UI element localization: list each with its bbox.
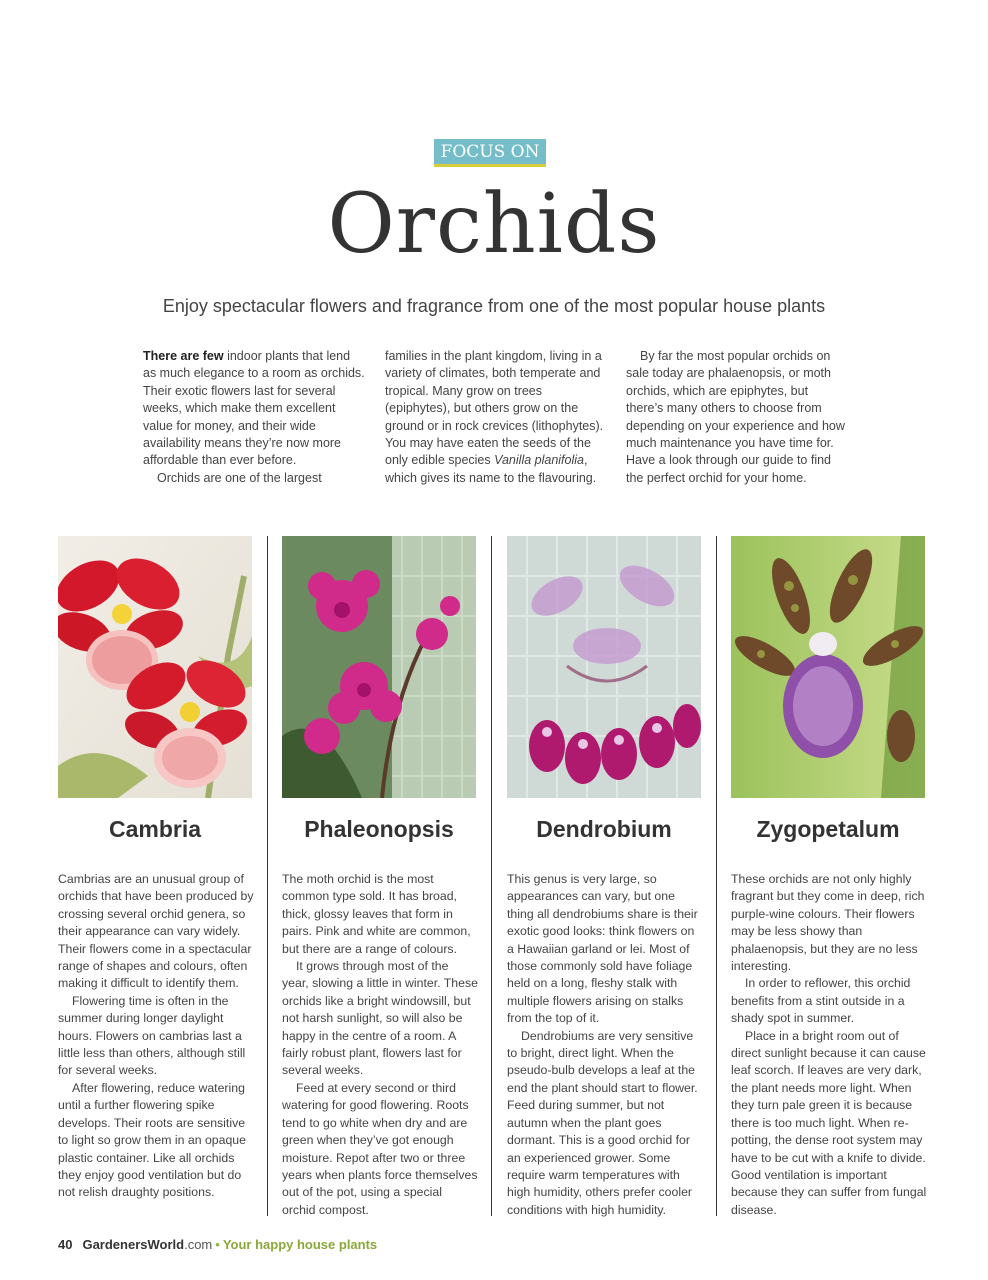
intro-text: Orchids are one of the largest <box>157 470 322 485</box>
column-divider <box>491 536 492 1216</box>
intro-column-2 <box>385 348 607 487</box>
cambria-description <box>58 871 254 1202</box>
column-divider <box>267 536 268 1216</box>
zygopetalum-photo <box>731 536 925 798</box>
body-paragraph: Dendrobiums are very sensitive to bright, direct light. When the pseudo-bulb develops a leaf at the end the plant should start to flower. Feed during summer, but not autumn when the plant goes dormant. This is a good orchid for an experienced grower. Some require warm temperatures with high humidity, others prefer cooler conditions with high humidity. <box>507 1028 698 1217</box>
body-paragraph: Place in a bright room out of direct sunlight because it can cause leaf scorch. If leaves are very dark, the plant needs more light. When they turn pale green it is because there is too much light. When re-potting, the dense root system may have to be cut with a knife to divide. Good ventilation is important because they can suffer from fungal disease. <box>731 1028 927 1217</box>
dendrobium-photo <box>507 536 701 798</box>
phaleonopsis-photo <box>282 536 476 798</box>
intro-text: By far the most popular orchids on sale today are phalaenopsis, or moth orchids, which are epiphytes, but there’s many others to choose from depending on your experience and how much maintenance you have time for. Have a look through our guide to find the perfect orchid for your home. <box>626 349 845 485</box>
brand-domain: .com <box>184 1237 213 1252</box>
separator-dot: • <box>215 1237 220 1252</box>
section-tagline: Your happy house plants <box>222 1237 378 1252</box>
column-divider <box>716 536 717 1216</box>
page-footer <box>58 1236 377 1254</box>
intro-text: indoor plants that lend as much elegance to a room as orchids. Their exotic flowers last for several weeks, which make them excellent value for money, and their wide availability means they’re now more affordable than ever before. <box>143 349 365 468</box>
body-paragraph: Cambrias are an unusual group of orchids that have been produced by crossing several orchid genera, so their appearance can vary widely. Their flowers come in a spectacular range of shapes and colours, often making it difficult to identify them. <box>58 872 254 991</box>
intro-column-1 <box>143 348 365 487</box>
plant-name-cambria: Cambria <box>108 816 202 842</box>
body-paragraph: This genus is very large, so appearances can vary, but one thing all dendrobiums share is their exotic good looks: think flowers on a Hawaiian garland or lei. Most of those commonly sold have foliage held on a long, fleshy stalk with multiple flowers arising on stalks from the top of it. <box>507 872 698 1026</box>
intro-text: families in the plant kingdom, living in a variety of climates, both temperate and tropical. Many grow on trees (epiphytes), but others grow on the ground or in rock crevices (lithophytes). You may have eaten the seeds of the only edible species <box>385 349 604 468</box>
body-paragraph: Feed at every second or third watering for good flowering. Roots tend to go white when dry and are green when they’ve got enough moisture. Repot after two or three years when plants force themselves out of the pot, using a special orchid compost. <box>282 1080 478 1217</box>
body-paragraph: These orchids are not only highly fragrant but they come in deep, rich purple-wine colours. Their flowers may be less showy than phalaenopsis, but they are no less interesting. <box>731 872 925 974</box>
standfirst: Enjoy spectacular flowers and fragrance from one of the most popular house plants <box>162 296 826 316</box>
body-paragraph: It grows through most of the year, slowing a little in winter. These orchids like a bright windowsill, but not harsh sunlight, so will also be happy in the centre of a room. A fairly robust plant, flowers last for several weeks. <box>282 959 478 1078</box>
body-paragraph: Flowering time is often in the summer during longer daylight hours. Flowers on cambrias last a little less than others, although still for several weeks. <box>58 993 246 1078</box>
intro-lead: There are few <box>143 349 224 363</box>
species-name: Vanilla planifolia <box>494 453 584 468</box>
body-paragraph: In order to reflower, this orchid benefits from a stint outside in a shady spot in summer. <box>731 976 911 1026</box>
brand-name: GardenersWorld <box>82 1237 185 1252</box>
body-paragraph: After flowering, reduce watering until a further flowering spike develops. Their roots are sensitive to light so grow them in an opaque plastic container. Like all orchids they enjoy good ventilation but do not relish draughty positions. <box>58 1080 246 1200</box>
intro-text: , which gives its name to the flavouring. <box>385 453 597 485</box>
body-paragraph: The moth orchid is the most common type sold. It has broad, thick, glossy leaves that form in pairs. Pink and white are common, but there are a range of colours. <box>282 872 471 956</box>
cambria-photo <box>58 536 252 798</box>
section-kicker: FOCUS ON <box>434 139 546 167</box>
zygopetalum-description <box>731 871 927 1219</box>
plant-name-zygopetalum: Zygopetalum <box>756 816 900 842</box>
page-title: Orchids <box>327 177 661 272</box>
dendrobium-description <box>507 871 703 1219</box>
plant-name-phaleonopsis: Phaleonopsis <box>304 816 454 842</box>
phaleonopsis-description <box>282 871 478 1219</box>
intro-column-3 <box>626 348 848 487</box>
page-number: 40 <box>58 1237 73 1252</box>
plant-name-dendrobium: Dendrobium <box>536 816 672 842</box>
